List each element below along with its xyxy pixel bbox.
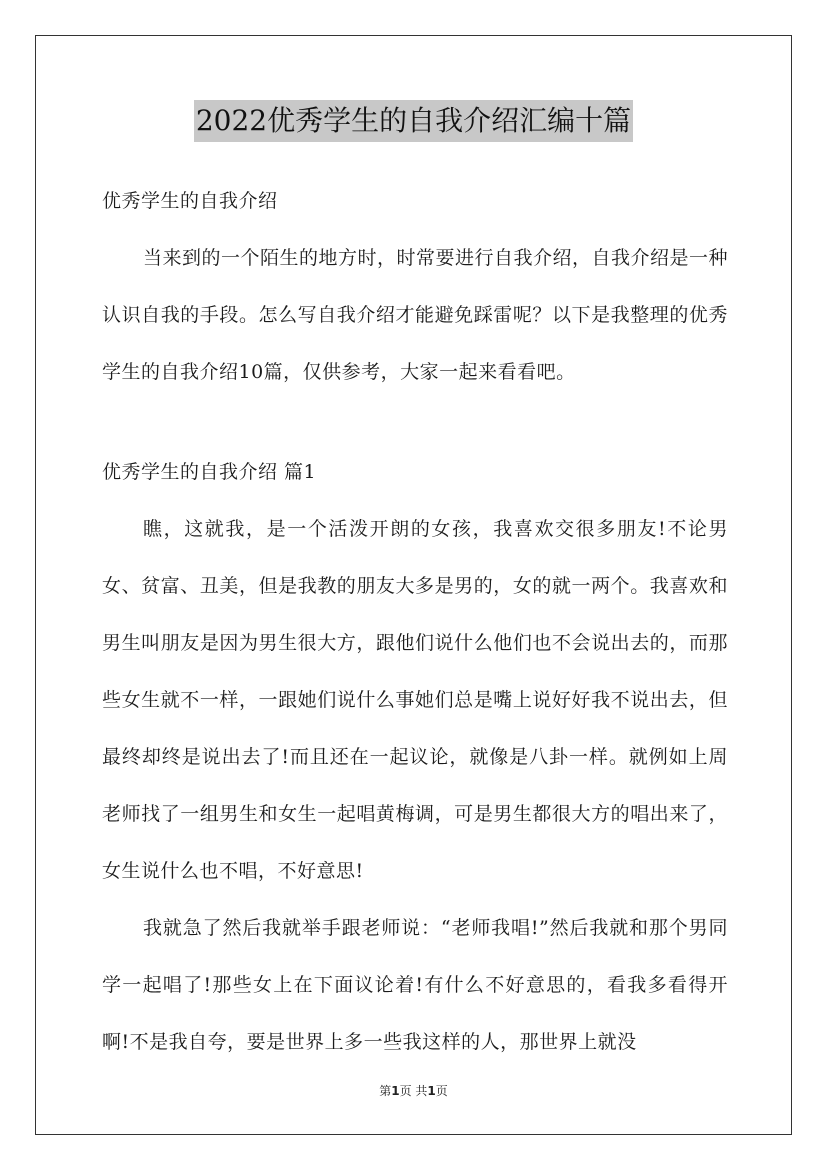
- document-title: 2022优秀学生的自我介绍汇编十篇: [194, 100, 633, 142]
- footer-page-total: 1: [427, 1084, 436, 1098]
- intro-heading: 优秀学生的自我介绍: [102, 190, 278, 212]
- document-body: [102, 173, 728, 1071]
- page-footer: [0, 1082, 827, 1099]
- section-1-paragraph-1: 瞧，这就我，是一个活泼开朗的女孩，我喜欢交很多朋友!不论男女、贫富、丑美，但是我教的朋友大多是男的，女的就一两个。我喜欢和男生叫朋友是因为男生很大方，跟他们说什么他们也不会说出去的，而那些女生就不一样，一跟她们说什么事她们总是嘴上说好好我不说出去，但最终却终是说出去了!而且还在一起议论，就像是八卦一样。就例如上周老师找了一组男生和女生一起唱黄梅调，可是男生都很大方的唱出来了，女生说什么也不唱，不好意思!: [102, 518, 728, 882]
- section-spacer: [102, 401, 728, 444]
- document-title-container: [0, 100, 827, 142]
- section-1-paragraph-2: 我就急了然后我就举手跟老师说：“老师我唱!”然后我就和那个男同学一起唱了!那些女上在下面议论着!有什么不好意思的，看我多看得开啊!不是我自夸，要是世界上多一些我这样的人，那世界上就没: [102, 917, 728, 1053]
- footer-page-prefix: 第: [379, 1084, 392, 1098]
- footer-page-suffix: 页: [435, 1084, 448, 1098]
- intro-paragraph: 当来到的一个陌生的地方时，时常要进行自我介绍，自我介绍是一种认识自我的手段。怎么写自我介绍才能避免踩雷呢？以下是我整理的优秀学生的自我介绍10篇，仅供参考，大家一起来看看吧。: [102, 247, 729, 383]
- section-1-heading: 优秀学生的自我介绍 篇1: [102, 461, 317, 483]
- footer-page-number: 1: [391, 1084, 400, 1098]
- footer-page-mid: 页 共: [399, 1084, 428, 1098]
